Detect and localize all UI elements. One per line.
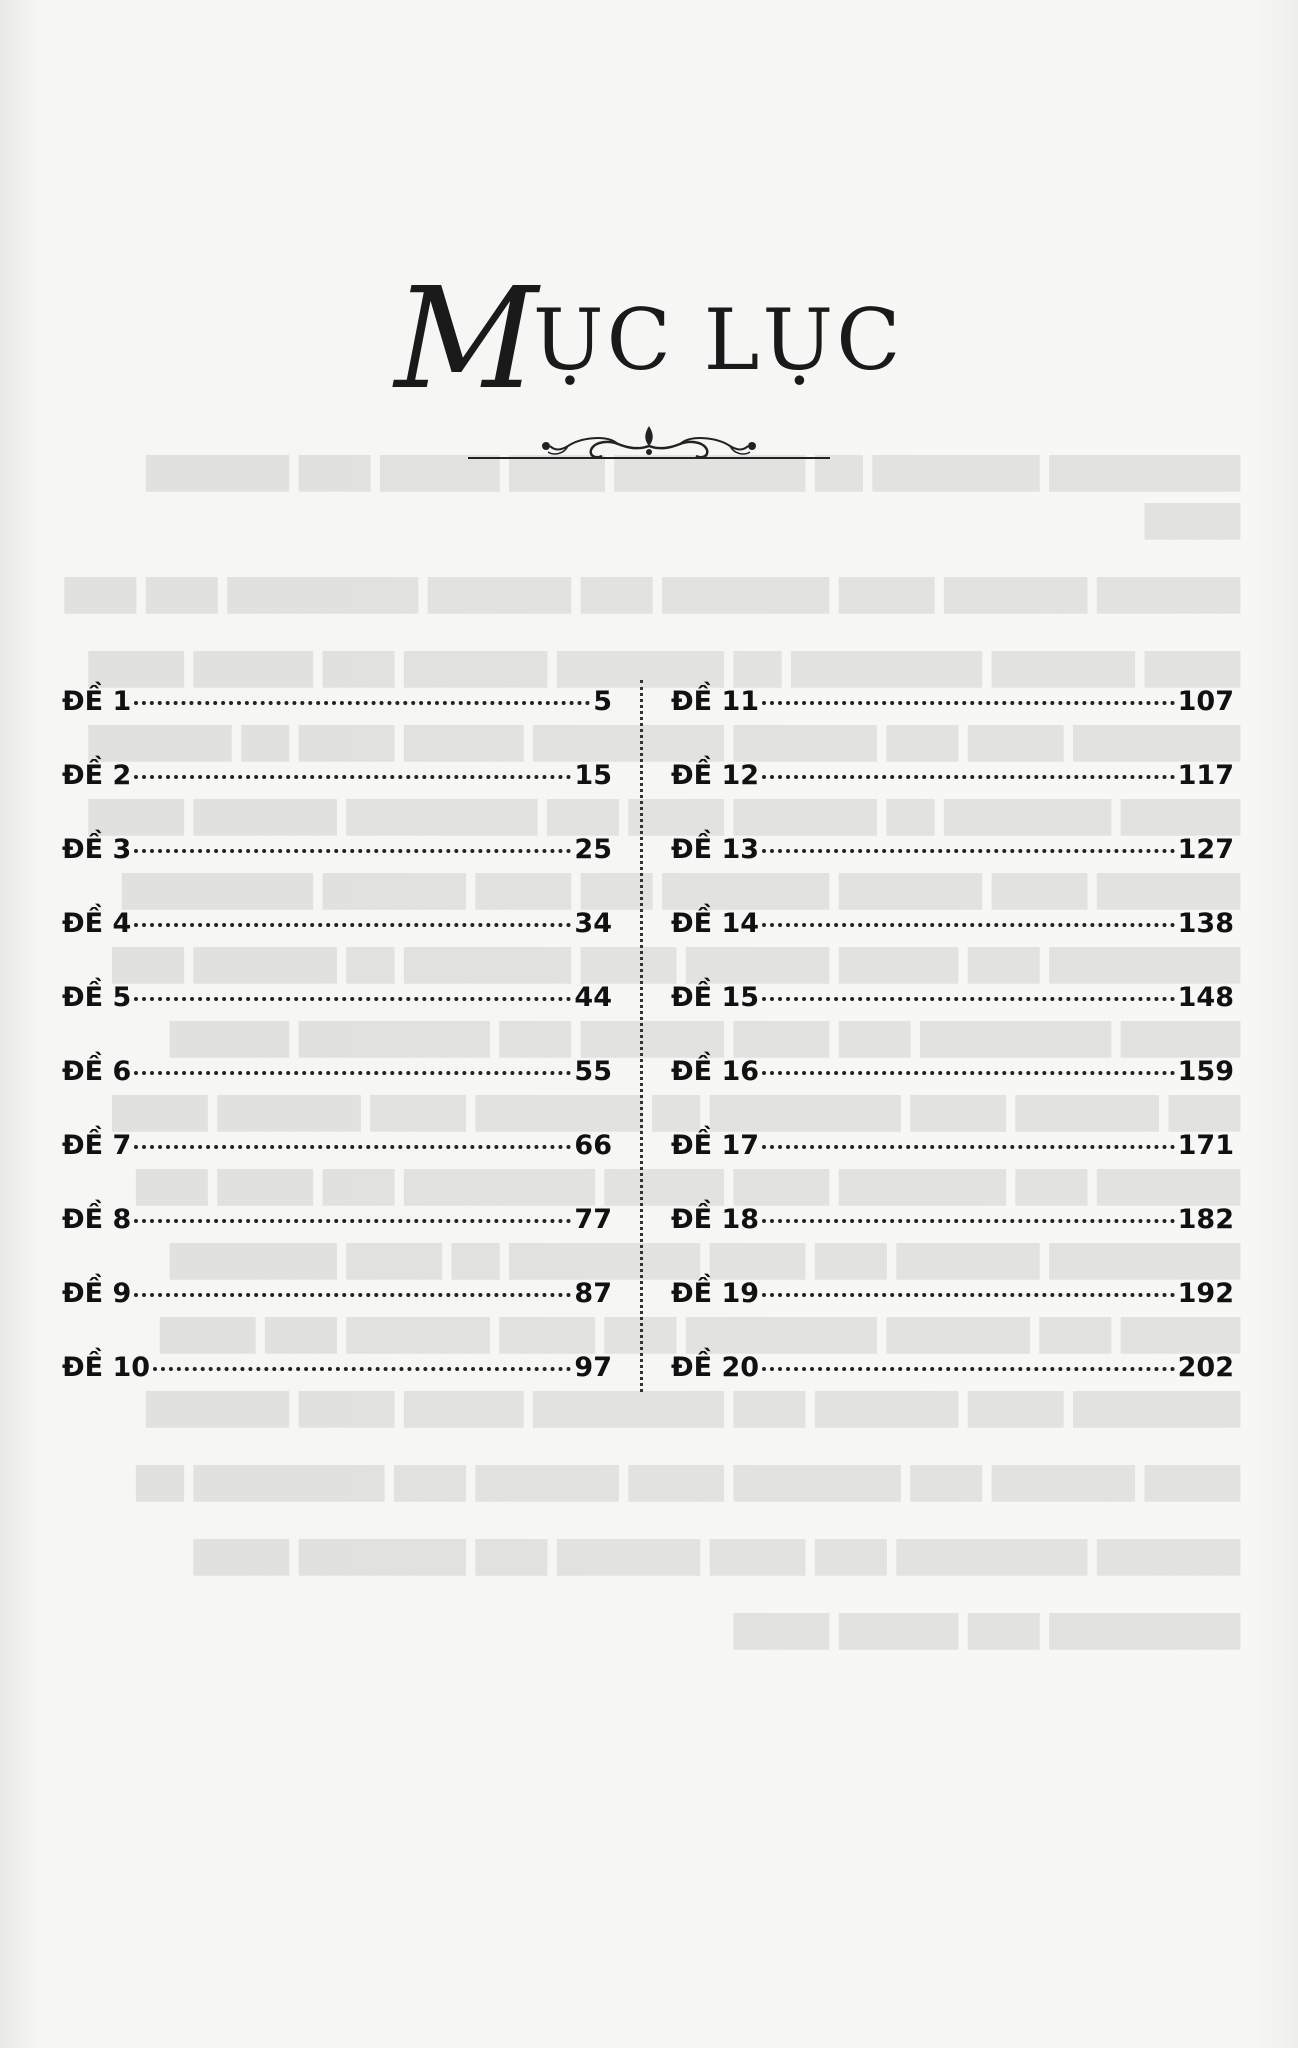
toc-entry-label: ĐỀ 20 [671,1352,760,1383]
dot-leader [762,923,1175,927]
toc-entry-label: ĐỀ 16 [671,1056,760,1087]
toc-entry-label: ĐỀ 12 [671,760,760,791]
column-divider [640,680,643,1392]
toc-entry-page: 171 [1177,1130,1234,1161]
toc-entry [671,1352,1234,1426]
toc-entry-page: 44 [574,982,612,1013]
dot-leader [762,1145,1175,1149]
toc-entry-label: ĐỀ 5 [62,982,132,1013]
toc-entry-page: 138 [1177,908,1234,939]
toc-entry [62,760,612,834]
toc-entry-page: 87 [574,1278,612,1309]
dot-leader [762,1219,1175,1223]
toc-entry-label: ĐỀ 9 [62,1278,132,1309]
toc-entry [62,1130,612,1204]
toc-entry [671,760,1234,834]
dot-leader [762,849,1175,853]
toc-entry-label: ĐỀ 13 [671,834,760,865]
dot-leader [762,701,1175,705]
toc-entry-label: ĐỀ 10 [62,1352,151,1383]
toc-entry-label: ĐỀ 2 [62,760,132,791]
toc-entry-page: 34 [574,908,612,939]
toc-entry [62,982,612,1056]
toc-entry-page: 202 [1177,1352,1234,1383]
toc-entry-label: ĐỀ 4 [62,908,132,939]
toc-entry-page: 77 [574,1204,612,1235]
toc-entry [62,686,612,760]
toc-entry-page: 117 [1177,760,1234,791]
dot-leader [134,997,571,1001]
toc-entry [62,908,612,982]
toc-entry [671,982,1234,1056]
toc-entry [62,1352,612,1426]
toc-entry-label: ĐỀ 19 [671,1278,760,1309]
toc-entry [62,834,612,908]
toc-entry [671,908,1234,982]
toc-entry-page: 97 [574,1352,612,1383]
toc-entry-page: 66 [574,1130,612,1161]
title-initial: M [394,258,541,421]
dot-leader [134,1293,571,1297]
title-rest: ỤC LỤC [532,291,904,389]
toc-entry-label: ĐỀ 1 [62,686,132,717]
bleed-through-texture: ████████ ███████ ██ ████████ ████ █████ ███ ██████ ████ ██████ ██████ ████ ███████ ███ ██████ ████████ ███ ███ ████ ██████ ████████ ██ ███████ ██████ ███ █████ ████ ███████ ████ ███ ██████ ████████ █████ ████ ██ ██████ █████ ███████ ██ ██████ ████ ███ ████████ ██████ ████ ██████ ████ ██████ ███████ ███ ████ ██████ ████████ ████████ ███ █████ ██████ ████ ███████ ██ ██████ ███ █████ ████████ ███ ████ ██████ ███ ████████ █████ ███ ██████ ████ ████████ ██ ███████ ████ ██████ ████ ██████ ███ ███████ ████ █████ ████████ ███ ████ ███ ████████ ██████ ███ ████ ████████ ██ ████ ███████ █████ ███ ██████ ████████ ███ ████ ██████ ███ ████ ███████ ████ ██████ ███ ████████ █████ ████ ██████ ████ ██████ ███ ███████ ████ ██████ ███ ████████ ██ ██████ ████████ ███ ████ ██████ ███ ███████ ████ ████████ ███ █████ ████ [64,456,1240,1650]
dot-leader [153,1367,571,1371]
toc-entry-label: ĐỀ 7 [62,1130,132,1161]
toc-entry-label: ĐỀ 17 [671,1130,760,1161]
toc-entry-label: ĐỀ 8 [62,1204,132,1235]
dot-leader [762,1367,1175,1371]
dot-leader [134,775,571,779]
toc-entry-page: 55 [574,1056,612,1087]
toc-entry-page: 15 [574,760,612,791]
toc-entry-page: 5 [593,686,612,717]
page-title [0,258,1298,421]
toc-entry [671,1056,1234,1130]
toc-entry [671,1130,1234,1204]
toc-entry-label: ĐỀ 3 [62,834,132,865]
dot-leader [134,1071,571,1075]
toc-entry-page: 148 [1177,982,1234,1013]
flourish-ornament [468,420,830,470]
toc-entry-page: 159 [1177,1056,1234,1087]
toc-entry-page: 107 [1177,686,1234,717]
toc-entry [62,1056,612,1130]
dot-leader [134,1219,571,1223]
toc-entry-label: ĐỀ 6 [62,1056,132,1087]
toc-entry [671,686,1234,760]
toc-entry [671,1204,1234,1278]
toc-entry [671,834,1234,908]
toc-entry-label: ĐỀ 15 [671,982,760,1013]
toc-entry [62,1278,612,1352]
dot-leader [762,1071,1175,1075]
dot-leader [134,1145,571,1149]
dot-leader [134,849,571,853]
toc-entry-page: 192 [1177,1278,1234,1309]
toc-entry [671,1278,1234,1352]
dot-leader [762,775,1175,779]
toc-right-column [671,686,1234,1426]
toc-entry-page: 127 [1177,834,1234,865]
dot-leader [134,923,571,927]
toc-entry-label: ĐỀ 18 [671,1204,760,1235]
dot-leader [762,1293,1175,1297]
toc-entry [62,1204,612,1278]
toc-entry-page: 182 [1177,1204,1234,1235]
toc-entry-page: 25 [574,834,612,865]
toc-left-column [62,686,612,1426]
toc-entry-label: ĐỀ 14 [671,908,760,939]
toc-entry-label: ĐỀ 11 [671,686,760,717]
dot-leader [134,701,590,705]
dot-leader [762,997,1175,1001]
